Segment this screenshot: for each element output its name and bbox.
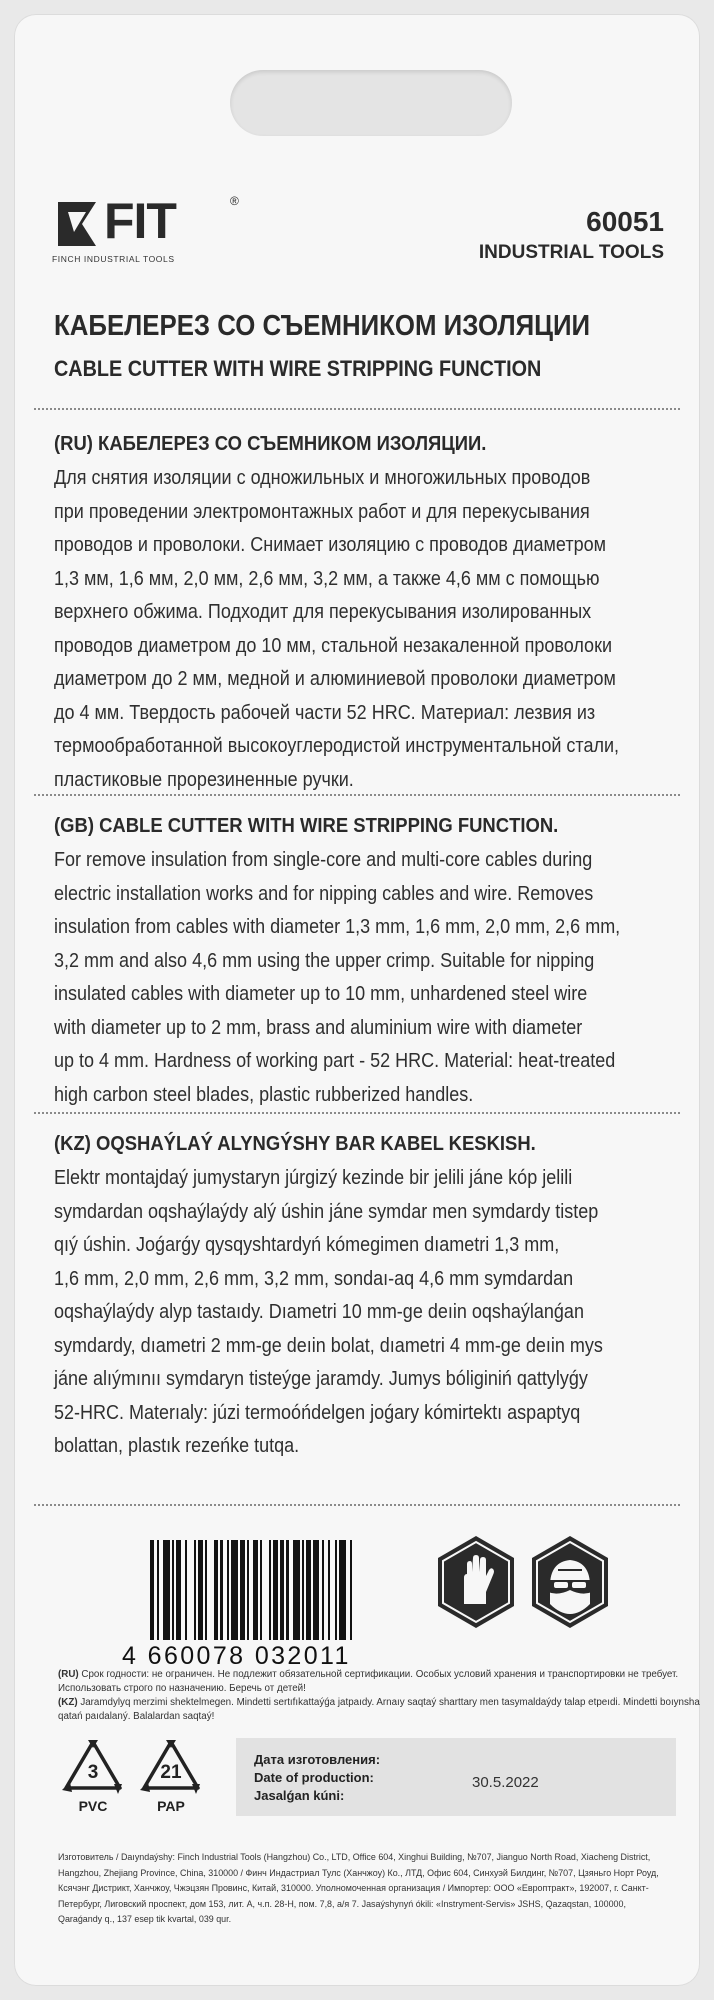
section-kz	[54, 1132, 700, 1464]
product-category: INDUSTRIAL TOOLS	[478, 242, 664, 263]
text-line: 1,6 mm, 2,0 mm, 2,6 mm, 3,2 mm, sondaı-aq 4,6 mm symdardan	[54, 1267, 574, 1290]
barcode-bar	[150, 1540, 154, 1640]
text-line: high carbon steel blades, plastic rubberized handles.	[54, 1083, 474, 1106]
barcode-bar	[339, 1540, 346, 1640]
barcode-bar	[253, 1540, 257, 1640]
fit-logo	[52, 194, 252, 272]
section-heading: (KZ) OQSHAÝLAÝ ALYNGÝSHY BAR KABEL KESKISH.	[54, 1132, 536, 1155]
recycle-symbol-pvc	[58, 1736, 128, 1816]
legal-text: Jaramdylyq merzimi shektelmegen. Mindetti sertıfıkattaýǵa jatpaıdy. Arnaıy saqtaý sharttary men tasymaldaýdy talap etpeıdi. Mindetti boıynsha	[77, 1697, 700, 1708]
text-line: при проведении электромонтажных работ и для перекусывания	[54, 500, 590, 523]
text-line: термообработанной высокоуглеродистой инструментальной стали,	[54, 735, 620, 757]
text-line: проводов диаметром до 10 мм, стальной незакаленной проволоки	[54, 634, 612, 657]
barcode-bar	[313, 1540, 320, 1640]
text-line: Elektr montajdaý jumystaryn júrgizý kezinde bir jelili jáne kóp jelili	[54, 1167, 573, 1189]
footer-line: Hangzhou, Zhejiang Province, China, 310000 / Финч Индастриал Тулс (Ханчжоу) Ко., ЛТД, Офис 604, Синхуэй Билдинг, №707, Цзяньго Норт Роуд,	[58, 1867, 659, 1879]
text-line: insulation from cables with diameter 1,3 mm, 1,6 mm, 2,0 mm, 2,6 mm,	[54, 916, 621, 938]
text-line: верхнего обжима. Подходит для перекусывания изолированных	[54, 601, 592, 623]
barcode-bar	[176, 1540, 180, 1640]
text-line: 1,3 мм, 1,6 мм, 2,0 мм, 2,6 мм, 3,2 мм, а также 4,6 мм с помощью	[54, 567, 600, 590]
section-body	[54, 844, 700, 1112]
recycle-code: 21	[160, 1762, 182, 1783]
barcode-bar	[293, 1540, 300, 1640]
text-line: For remove insulation from single-core and multi-core cables during	[54, 849, 593, 871]
barcode-bar	[227, 1540, 229, 1640]
text-line: symdardan oqshaýlaýdy alý úshin jáne symdar men symdardy tistep	[54, 1200, 599, 1223]
barcode-bar	[247, 1540, 249, 1640]
barcode-bar	[273, 1540, 277, 1640]
divider	[34, 794, 680, 796]
recycle-code: 3	[87, 1762, 99, 1783]
divider	[34, 1112, 680, 1114]
legal-tag: (RU)	[58, 1669, 79, 1680]
glove-icon	[434, 1534, 518, 1630]
text-line: insulated cables with diameter up to 10 mm, unhardened steel wire	[54, 983, 588, 1005]
section-body	[54, 462, 700, 797]
barcode-bar	[214, 1540, 218, 1640]
legal-kz	[58, 1696, 700, 1723]
legal-text: Использовать строго по назначению. Беречь от детей!	[58, 1682, 306, 1694]
barcode-bar	[260, 1540, 262, 1640]
barcode-bar	[205, 1540, 207, 1640]
barcode-bar	[328, 1540, 330, 1640]
section-body	[54, 1162, 700, 1464]
text-line: пластиковые прорезиненные ручки.	[54, 768, 354, 791]
text-line: 3,2 mm and also 4,6 mm using the upper crimp. Suitable for nipping	[54, 949, 595, 972]
section-heading: (GB) CABLE CUTTER WITH WIRE STRIPPING FUNCTION.	[54, 814, 559, 837]
section-heading: (RU) КАБЕЛЕРЕЗ СО СЪЕМНИКОМ ИЗОЛЯЦИИ.	[54, 432, 487, 455]
footer-line: Ксячэнг Дистрикт, Ханчжоу, Чжэцзян Провинс, Китай, 310000. Уполномоченная организация / Импортер: ООО «Европтракт», 192007, г. Санкт-	[58, 1883, 649, 1894]
divider	[34, 1504, 680, 1506]
production-date-box	[236, 1738, 676, 1816]
barcode-bar	[157, 1540, 159, 1640]
text-line: qıý úshin. Joǵarǵy qysqyshtardyń kómegimen dıametri 1,3 mm,	[54, 1234, 560, 1256]
barcode-bar	[240, 1540, 244, 1640]
text-line: диаметром до 2 мм, медной и алюминиевой проволоки диаметром	[54, 668, 616, 690]
legal-ru	[58, 1668, 678, 1695]
title-ru: КАБЕЛЕРЕЗ СО СЪЕМНИКОМ ИЗОЛЯЦИИ	[54, 310, 591, 342]
footer-line: Изготовитель / Daıyndaýshy: Finch Industrial Tools (Hangzhou) Co., LTD, Office 604, Xinghui Building, №707, Jianguo North Road, Xiacheng District,	[58, 1852, 651, 1863]
text-line: electric installation works and for nipping cables and wire. Removes	[54, 882, 594, 905]
manufacturer-info	[58, 1850, 678, 1928]
barcode-bar	[322, 1540, 324, 1640]
logo-mark-icon	[52, 198, 104, 250]
barcode-bar	[163, 1540, 170, 1640]
registered-mark: ®	[230, 194, 239, 208]
barcode-bar	[231, 1540, 238, 1640]
barcode-bar	[280, 1540, 284, 1640]
text-line: oqshaýlaýdy alyp tastaıdy. Dıametri 10 mm-ge deıin oqshaýlanǵan	[54, 1301, 584, 1323]
text-line: Для снятия изоляции с одножильных и многожильных проводов	[54, 467, 591, 489]
text-line: 52-HRC. Materıaly: júzi termoóńdelgen joǵary kómirtektı aspaptyq	[54, 1401, 581, 1424]
barcode	[122, 1540, 422, 1670]
recycle-symbol-pap	[136, 1736, 206, 1816]
text-line: with diameter up to 2 mm, brass and aluminium wire with diameter	[54, 1016, 583, 1039]
date-label-en: Date of production:	[254, 1770, 374, 1785]
logo-subtitle: FINCH INDUSTRIAL TOOLS	[52, 254, 175, 264]
barcode-bar	[172, 1540, 174, 1640]
production-date: 30.5.2022	[472, 1774, 539, 1791]
legal-tag: (KZ)	[58, 1697, 78, 1708]
barcode-bar	[185, 1540, 187, 1640]
recycle-label: PVC	[78, 1798, 108, 1814]
text-line: проводов и проволоки. Снимает изоляцию с проводов диаметром	[54, 534, 606, 556]
footer-line: Петербург, Лиговский проспект, дом 153, лит. А, ч.п. 28-Н, пом. 7,8, а/я 7. Jasaýshynyń ókili: «Instryment-Servis» JSHS, Qazaqstan, 100000,	[58, 1898, 626, 1910]
date-label-ru: Дата изготовления:	[254, 1752, 381, 1767]
barcode-bar	[302, 1540, 304, 1640]
text-line: symdardy, dıametri 2 mm-ge deıin bolat, dıametri 4 mm-ge deıin mys	[54, 1334, 603, 1357]
barcode-bar	[269, 1540, 271, 1640]
section-ru	[54, 432, 700, 797]
barcode-bars	[150, 1540, 410, 1640]
legal-text: qatań paıdalaný. Balalardan saqtaý!	[58, 1710, 215, 1722]
text-line: bolattan, plastık rezeńke tutqa.	[54, 1435, 300, 1457]
title-en: CABLE CUTTER WITH WIRE STRIPPING FUNCTION	[54, 356, 542, 381]
divider	[34, 408, 680, 410]
recycle-label: PAP	[157, 1798, 185, 1814]
barcode-bar	[335, 1540, 337, 1640]
section-gb	[54, 814, 700, 1112]
barcode-digits: 4 660078 032011	[122, 1642, 351, 1670]
logo-text: FIT	[104, 193, 176, 249]
barcode-bar	[220, 1540, 222, 1640]
text-line: до 4 мм. Твердость рабочей части 52 HRC. Материал: лезвия из	[54, 701, 596, 724]
product-code: 60051	[586, 206, 664, 237]
footer-line: Qaraǵandy q., 137 esep tik kvartal, 039 qur.	[58, 1914, 232, 1925]
packaging-card	[14, 14, 700, 1986]
text-line: jáne alıýmınıı symdaryn tisteýge jaramdy. Jumys bóliginiń qattylyǵy	[54, 1368, 588, 1390]
barcode-bar	[306, 1540, 310, 1640]
hang-hole	[230, 70, 512, 136]
legal-text: Срок годности: не ограничен. Не подлежит обязательной сертификации. Особых условий хранения и транспортировки не требует.	[78, 1669, 679, 1680]
safety-goggles-icon	[528, 1534, 612, 1630]
barcode-bar	[198, 1540, 202, 1640]
barcode-bar	[286, 1540, 288, 1640]
date-label-kz: Jasalǵan kúni:	[254, 1788, 345, 1803]
barcode-bar	[194, 1540, 196, 1640]
barcode-bar	[350, 1540, 352, 1640]
text-line: up to 4 mm. Hardness of working part - 52 HRC. Material: heat-treated	[54, 1050, 616, 1072]
